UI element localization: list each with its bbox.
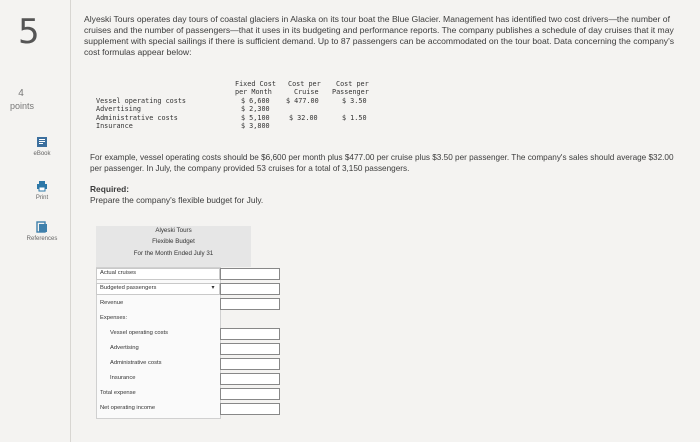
cost-row-label: Insurance xyxy=(96,122,133,130)
print-button[interactable] xyxy=(22,180,62,201)
header-fixed-l1: Fixed Cost xyxy=(235,80,276,88)
row-label: Revenue xyxy=(100,300,124,306)
cost-row-label: Vessel operating costs xyxy=(96,96,187,105)
references-icon xyxy=(36,221,48,233)
required-section xyxy=(90,184,263,206)
row-label: Insurance xyxy=(110,375,136,381)
cost-row-fixed: $ 6,600 xyxy=(241,96,270,105)
budget-row-net-operating-income xyxy=(96,403,282,414)
sidebar-divider xyxy=(70,0,71,442)
flexible-budget-header xyxy=(96,226,251,267)
points-indicator xyxy=(10,88,35,112)
required-label: Required: xyxy=(90,184,130,194)
row-label: Advertising xyxy=(110,345,139,351)
budget-row-actual-cruises xyxy=(96,268,282,279)
budget-period: For the Month Ended July 31 xyxy=(133,250,214,257)
question-intro: Alyeski Tours operates day tours of coastal glaciers in Alaska on its tour boat the Blue Glacier. Management has identified two cost drivers—the number of cruises and the number of passengers—that it uses in its budgeting and performance reports. The company publishes a schedule of day cruises that it may supplement with special sailings if there is sufficient demand. Up to 87 passengers can be accommodated on the tour boat. Data concerning the company's cost formulas appear below: xyxy=(84,14,675,57)
budget-row-administrative xyxy=(96,358,282,369)
cost-row-passenger: $ 3.50 xyxy=(342,96,367,105)
amount-input[interactable] xyxy=(220,328,280,340)
amount-input[interactable] xyxy=(220,373,280,385)
budget-row-insurance xyxy=(96,373,282,384)
cost-row-passenger: $ 1.50 xyxy=(342,113,367,122)
print-label: Print xyxy=(35,195,49,201)
amount-input[interactable] xyxy=(220,298,280,310)
references-button[interactable] xyxy=(22,221,62,242)
header-fixed-l2: per Month xyxy=(235,88,272,97)
budget-row-revenue xyxy=(96,298,282,309)
references-label: References xyxy=(26,236,58,242)
amount-input[interactable] xyxy=(220,358,280,370)
row-label: Expenses: xyxy=(100,315,128,321)
chevron-down-icon[interactable]: ▾ xyxy=(211,285,215,291)
cost-row-cruise: $ 32.00 xyxy=(289,113,318,122)
header-passenger-l1: Cost per xyxy=(336,80,369,88)
amount-input[interactable] xyxy=(220,403,280,415)
amount-input[interactable] xyxy=(220,268,280,280)
cost-row-fixed: $ 2,300 xyxy=(241,105,270,114)
print-icon xyxy=(36,180,48,192)
budget-row-advertising xyxy=(96,343,282,354)
amount-input[interactable] xyxy=(220,388,280,400)
amount-input[interactable] xyxy=(220,343,280,355)
row-label: Vessel operating costs xyxy=(110,330,169,336)
cost-row-cruise: $ 477.00 xyxy=(286,96,319,105)
row-label: Administrative costs xyxy=(110,360,162,366)
budget-title: Flexible Budget xyxy=(152,238,195,245)
cost-row-fixed: $ 5,100 xyxy=(241,113,270,122)
points-label: points xyxy=(10,101,35,111)
required-text: Prepare the company's flexible budget for July. xyxy=(90,195,264,205)
cost-formula-table xyxy=(96,80,386,140)
row-label: Actual cruises xyxy=(100,270,137,276)
row-label: Budgeted passengers xyxy=(100,285,157,291)
cost-row-label: Administrative costs xyxy=(96,113,178,122)
cost-row-fixed: $ 3,800 xyxy=(241,122,270,130)
budget-row-budgeted-passengers xyxy=(96,283,282,294)
budget-row-vessel-operating xyxy=(96,328,282,339)
ebook-button[interactable] xyxy=(22,136,62,157)
points-value: 4 xyxy=(18,88,24,99)
header-passenger-l2: Passenger xyxy=(332,88,369,97)
row-label: Net operating income xyxy=(100,405,156,411)
header-cruise-l2: Cruise xyxy=(294,88,319,97)
row-label: Total expense xyxy=(100,390,136,396)
budget-company-name: Alyeski Tours xyxy=(155,227,192,234)
amount-input[interactable] xyxy=(220,283,280,295)
header-cruise-l1: Cost per xyxy=(288,80,321,88)
budget-row-total-expense xyxy=(96,388,282,399)
budget-row-expenses-heading xyxy=(96,313,282,324)
ebook-label: eBook xyxy=(33,151,51,157)
example-text: For example, vessel operating costs should be $6,600 per month plus $477.00 per cruise plus $3.50 per passenger. The company's sales should average $32.00 per passenger. In July, the company provided 53 cruises for a total of 3,150 passengers. xyxy=(90,153,674,173)
cost-row-label: Advertising xyxy=(96,105,142,114)
question-number: 5 xyxy=(18,12,40,52)
ebook-icon xyxy=(36,136,48,148)
